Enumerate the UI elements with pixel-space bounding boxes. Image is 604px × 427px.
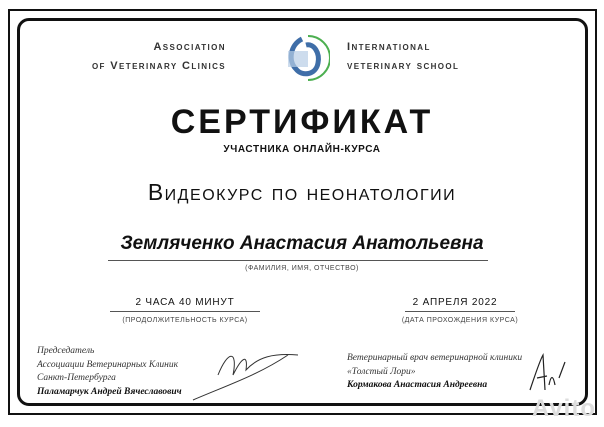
- right-signature: [525, 350, 575, 395]
- signatory-title: Ассоциации Ветеринарных Клиник: [37, 359, 179, 370]
- date-value: 2 АПРЕЛЯ 2022: [412, 297, 498, 308]
- duration-caption: (ПРОДОЛЖИТЕЛЬНОСТЬ КУРСА): [122, 317, 248, 324]
- recipient-name: Земляченко Анастасия Анатольевна: [120, 233, 484, 254]
- date-line: [405, 311, 515, 312]
- recipient-line: [108, 260, 488, 261]
- school-name: [347, 38, 459, 76]
- signatory-title: Ветеринарный врач ветеринарной клиники: [347, 353, 523, 363]
- org-line: Association: [153, 41, 226, 53]
- date-caption: (ДАТА ПРОХОЖДЕНИЯ КУРСА): [401, 317, 519, 324]
- recipient-caption: (ФАМИЛИЯ, ИМЯ, ОТЧЕСТВО): [245, 265, 359, 272]
- course-name: Видеокурс по неонатологии: [147, 179, 457, 205]
- org-line: veterinary school: [347, 60, 460, 72]
- signatory-name: Паламарчук Андрей Вячеславович: [37, 386, 182, 397]
- org-line: International: [347, 41, 431, 53]
- left-signatory: [37, 345, 182, 399]
- certificate-title: СЕРТИФИКАТ: [170, 103, 434, 141]
- logo-icon: [280, 33, 330, 83]
- association-name: [92, 38, 226, 76]
- signatory-name: Кормакова Анастасия Андреевна: [347, 380, 488, 390]
- right-signatory: [347, 352, 522, 393]
- signatory-title: Санкт-Петербурга: [37, 373, 116, 383]
- duration-line: [110, 311, 260, 312]
- certificate-subtitle: УЧАСТНИКА ОНЛАЙН-КУРСА: [223, 144, 381, 155]
- duration-value: 2 ЧАСА 40 МИНУТ: [135, 297, 235, 308]
- signatory-title: Председатель: [37, 346, 95, 356]
- left-signature: [188, 345, 303, 405]
- signatory-title: «Толстый Лори»: [347, 366, 416, 377]
- watermark: Avito: [531, 395, 596, 422]
- org-line: of Veterinary Clinics: [91, 60, 226, 72]
